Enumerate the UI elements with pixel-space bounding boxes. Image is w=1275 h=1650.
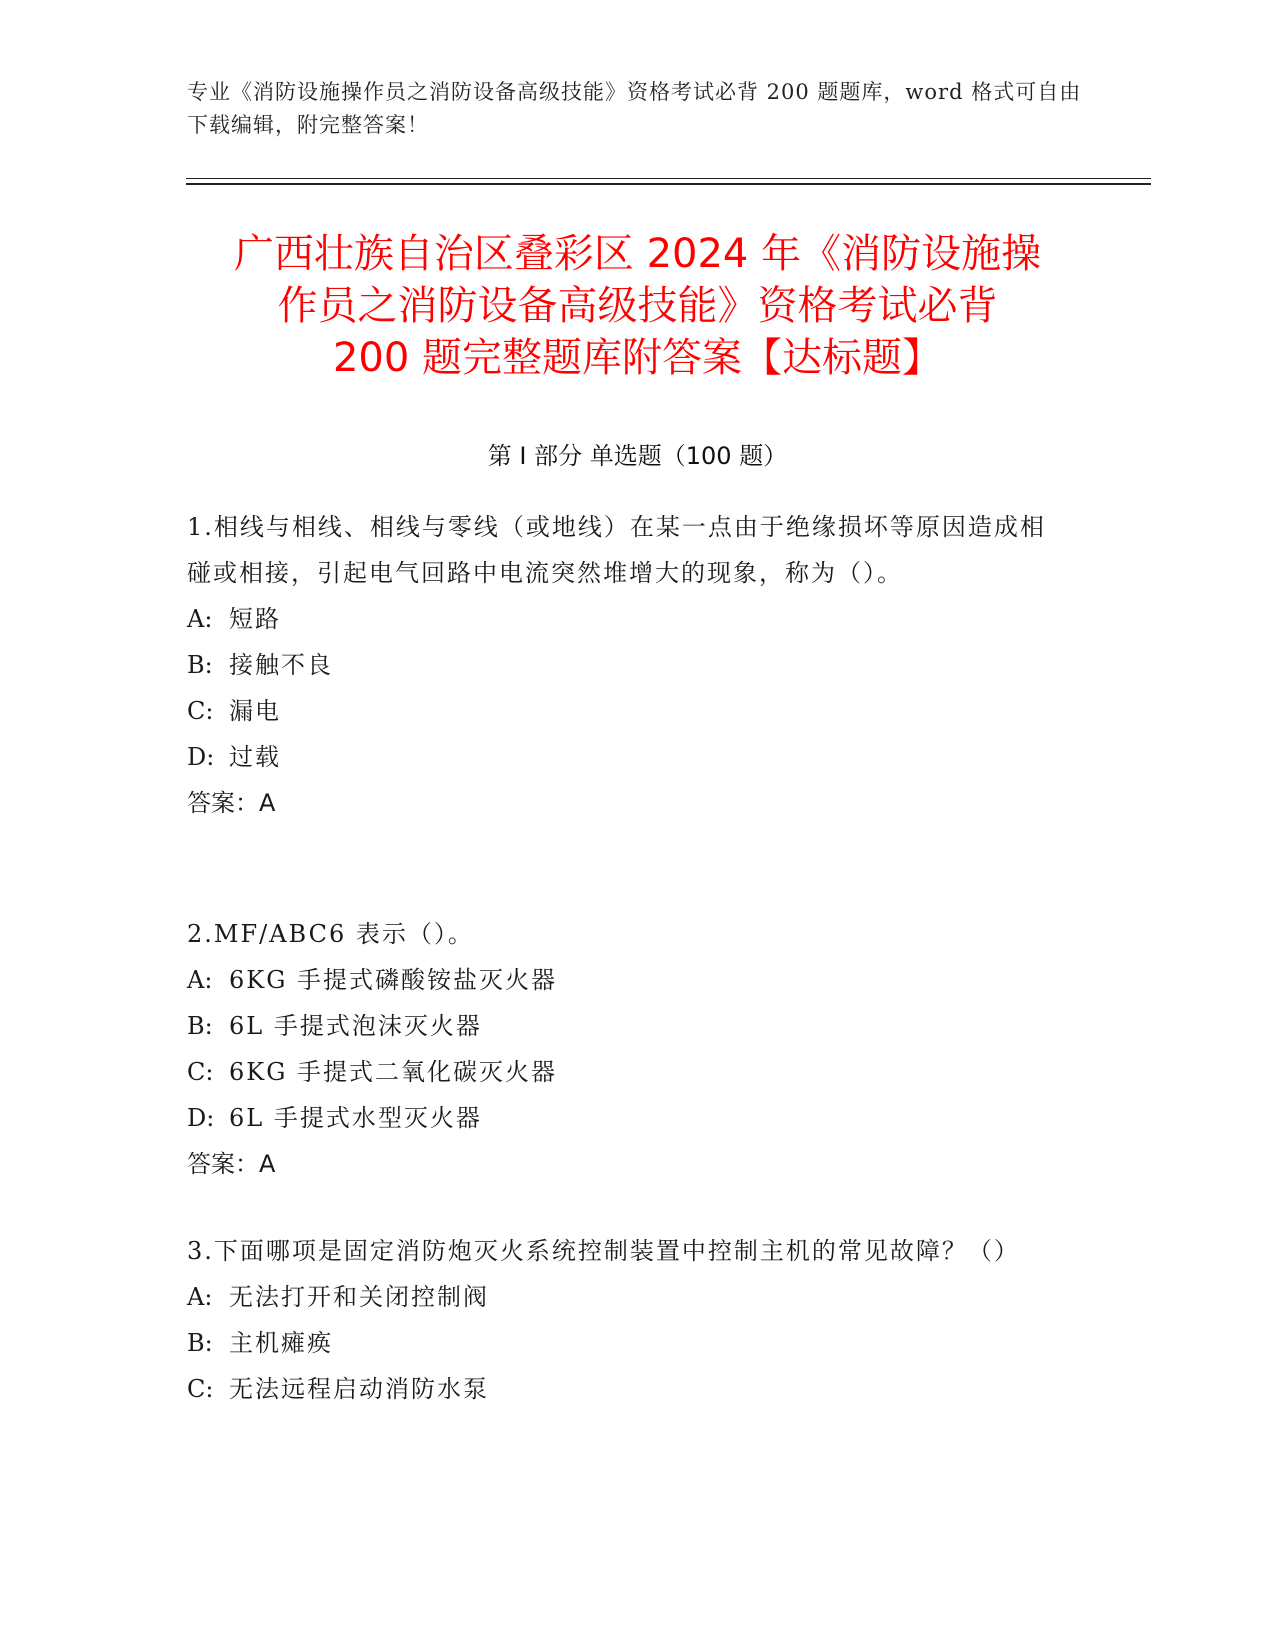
option-a (187, 596, 1067, 642)
question-3 (187, 1228, 1067, 1412)
option-b (187, 642, 1067, 688)
option-d (187, 734, 1067, 780)
option-text: 6L 手提式泡沫灭火器 (229, 1012, 482, 1040)
option-text: 接触不良 (229, 651, 333, 679)
option-text: 无法打开和关闭控制阀 (229, 1283, 489, 1311)
option-key: C: (187, 697, 214, 725)
answer-line: 答案：A (187, 1150, 276, 1178)
title-line-2: 作员之消防设备高级技能》资格考试必背 (277, 283, 998, 329)
question-stem: 3.下面哪项是固定消防炮灭火系统控制装置中控制主机的常见故障？（） (187, 1237, 1020, 1265)
option-c (187, 688, 1067, 734)
option-d (187, 1095, 1067, 1141)
option-key: A: (187, 966, 213, 994)
option-key: C: (187, 1375, 214, 1403)
option-key: D: (187, 743, 215, 771)
option-key: A: (187, 605, 213, 633)
question-2 (187, 911, 1067, 1187)
option-key: B: (187, 1329, 213, 1357)
option-b (187, 1003, 1067, 1049)
option-key: A: (187, 1283, 213, 1311)
header-note: 专业《消防设施操作员之消防设备高级技能》资格考试必背 200 题题库，word 格式可自由下载编辑，附完整答案！ (187, 80, 1082, 137)
option-key: C: (187, 1058, 214, 1086)
option-key: B: (187, 1012, 213, 1040)
option-text: 6L 手提式水型灭火器 (229, 1104, 482, 1132)
title-line-3: 200 题完整题库附答案【达标题】 (332, 335, 943, 381)
option-text: 无法远程启动消防水泵 (229, 1375, 489, 1403)
header-rule-thick (186, 183, 1151, 185)
option-b (187, 1320, 1067, 1366)
title-line-1: 广西壮族自治区叠彩区 2024 年《消防设施操 (233, 231, 1042, 277)
question-1 (187, 504, 1067, 826)
header-rule-thin (186, 178, 1151, 179)
section-heading: 第 I 部分 单选题（100 题） (487, 442, 788, 470)
option-text: 6KG 手提式二氧化碳灭火器 (229, 1058, 557, 1086)
option-c (187, 1049, 1067, 1095)
question-stem: 2.MF/ABC6 表示（）。 (187, 920, 474, 948)
option-a (187, 957, 1067, 1003)
option-text: 6KG 手提式磷酸铵盐灭火器 (229, 966, 557, 994)
option-text: 漏电 (229, 697, 281, 725)
document-title (180, 228, 1095, 384)
option-text: 过载 (229, 743, 281, 771)
option-key: B: (187, 651, 213, 679)
answer-line: 答案：A (187, 789, 276, 817)
option-c (187, 1366, 1067, 1412)
question-stem: 1.相线与相线、相线与零线（或地线）在某一点由于绝缘损坏等原因造成相碰或相接，引起电气回路中电流突然堆增大的现象，称为（）。 (187, 513, 1046, 587)
option-text: 主机瘫痪 (229, 1329, 333, 1357)
option-a (187, 1274, 1067, 1320)
option-key: D: (187, 1104, 215, 1132)
option-text: 短路 (229, 605, 281, 633)
